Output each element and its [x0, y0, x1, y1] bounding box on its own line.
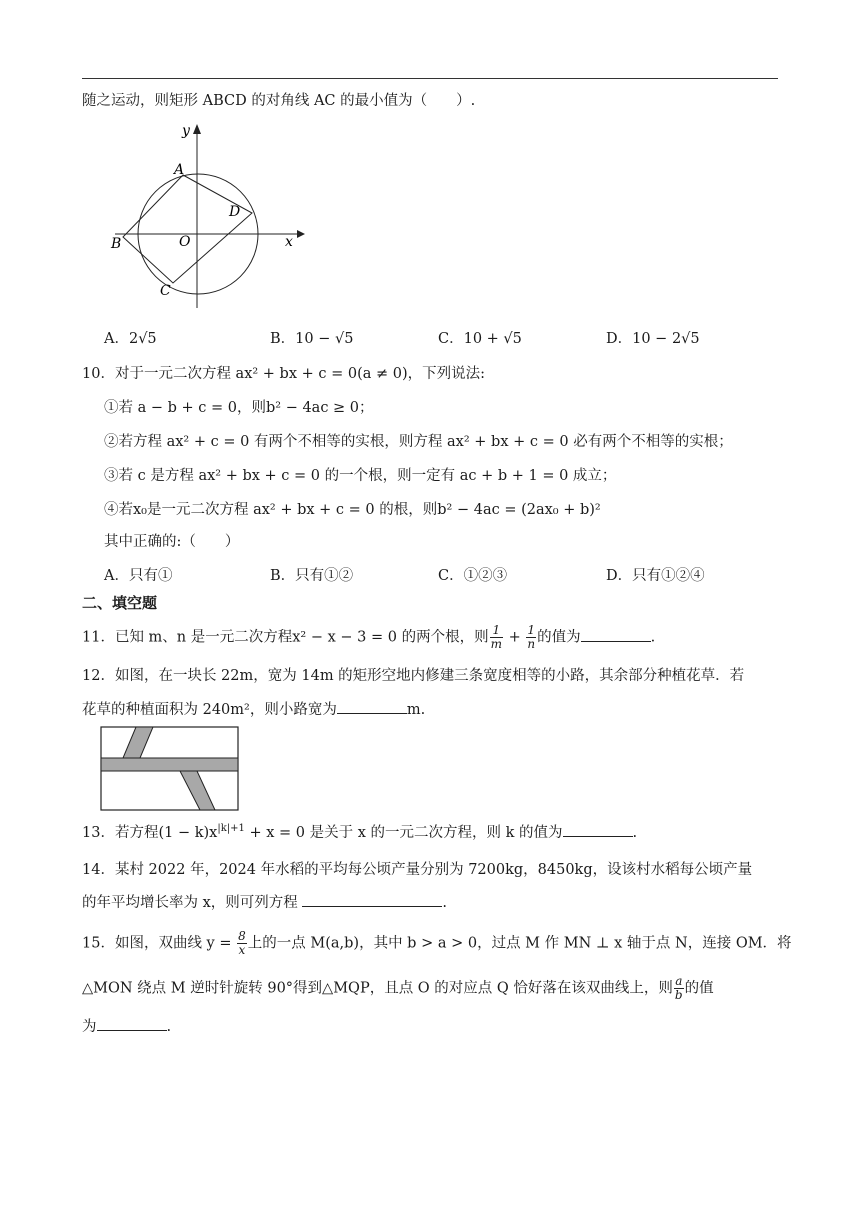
q13-pre: 13．若方程(1 − k)x: [82, 825, 218, 841]
q9-text: 随之运动，则矩形 ABCD 的对角线 AC 的最小值为（ ）.: [82, 93, 476, 109]
q11-end: .: [650, 629, 656, 646]
q10-item-4: ④若x₀是一元二次方程 ax² + bx + c = 0 的根，则b² − 4ac = (2ax₀ + b)²: [104, 502, 601, 518]
q12-line-2-post: m.: [406, 702, 426, 718]
q15-line-2-post: 的值: [684, 980, 714, 997]
point-b-label: B: [111, 236, 122, 252]
q15-line-1-post: 上的一点 M(a,b)，其中 b > a > 0，过点 M 作 MN ⊥ x 轴于点 N，连接 OM．将: [247, 935, 792, 952]
q11-line: [82, 624, 655, 651]
q12-line-2-pre: 花草的种植面积为 240m²，则小路宽为: [82, 702, 337, 718]
q10-option-b[interactable]: B．只有①②: [270, 568, 354, 584]
q10-option-c[interactable]: C．①②③: [438, 568, 508, 584]
q15-line-2-pre: △MON 绕点 M 逆时针旋转 90°得到△MQP，且点 O 的对应点 Q 恰好落在该双曲线上，则: [82, 980, 673, 997]
q13-exponent: |k|+1: [217, 823, 245, 835]
point-c-label: C: [160, 283, 171, 299]
q9-figure: [105, 118, 305, 318]
q15-frac-2-den: b: [674, 988, 683, 1002]
q10-item-3: ③若 c 是方程 ax² + bx + c = 0 的一个根，则一定有 ac + b + 1 = 0 成立；: [104, 468, 617, 484]
q13-post: + x = 0 是关于 x 的一元二次方程，则 k 的值为: [244, 825, 563, 841]
q15-frac-1-num: 8: [238, 929, 246, 943]
q14-line-2: [82, 891, 447, 912]
q12-line-1: 12．如图，在一块长 22m，宽为 14m 的矩形空地内修建三条宽度相等的小路，其余部分种植花草．若: [82, 668, 745, 684]
header-rule: [82, 78, 778, 79]
origin-label: O: [179, 234, 191, 250]
q15-answer-blank[interactable]: [97, 1016, 167, 1031]
q15-line-1: [82, 930, 792, 957]
q9-option-c[interactable]: C．10 + √5: [438, 331, 522, 347]
q10-option-d[interactable]: D．只有①②④: [606, 568, 705, 584]
q11-frac-1: [490, 624, 503, 651]
q14-line-2-pre: 的年平均增长率为 x，则可列方程: [82, 895, 303, 911]
q11-frac-2: [526, 624, 536, 651]
q11-frac-1-num: 1: [490, 624, 503, 638]
q11-post: 的值为: [537, 629, 581, 646]
q11-frac-2-den: n: [527, 637, 536, 651]
axis-x-label: x: [285, 234, 293, 250]
q15-line-1-pre: 15．如图，双曲线 y =: [82, 935, 237, 952]
q11-frac-1-den: m: [490, 637, 502, 651]
q15-frac-2-num: a: [675, 974, 683, 988]
q9-option-a[interactable]: A．2√5: [104, 331, 157, 347]
q15-frac-1: [237, 930, 247, 957]
q11-frac-2-num: 1: [527, 623, 536, 637]
q12-line-2: [82, 698, 425, 719]
q12-figure: [100, 726, 240, 812]
axis-y-label: y: [182, 123, 190, 139]
q15-line-3-post: .: [166, 1019, 172, 1035]
q11-plus: +: [503, 629, 526, 646]
q10-option-a[interactable]: A．只有①: [104, 568, 173, 584]
q15-line-3: [82, 1015, 171, 1036]
q9-option-d[interactable]: D．10 − 2√5: [606, 331, 700, 347]
q10-question: 其中正确的:（ ）: [104, 534, 240, 550]
point-d-label: D: [229, 204, 241, 220]
q13-answer-blank[interactable]: [563, 822, 633, 837]
q10-item-1: ①若 a − b + c = 0，则b² − 4ac ≥ 0；: [104, 400, 374, 416]
q11-pre: 11．已知 m、n 是一元二次方程x² − x − 3 = 0 的两个根，则: [82, 629, 489, 646]
q9-option-b[interactable]: B．10 − √5: [270, 331, 354, 347]
q11-answer-blank[interactable]: [581, 627, 651, 642]
section-heading: 二、填空题: [82, 594, 158, 612]
q15-line-2: [82, 975, 714, 1002]
point-a-label: A: [174, 162, 185, 178]
q13-line: [82, 821, 637, 842]
q12-answer-blank[interactable]: [337, 699, 407, 714]
q14-line-1: 14．某村 2022 年，2024 年水稻的平均每公顷产量分别为 7200kg，8450kg，设该村水稻每公顷产量: [82, 862, 753, 878]
q13-end: .: [632, 825, 638, 841]
q10-item-2: ②若方程 ax² + c = 0 有两个不相等的实根，则方程 ax² + bx + c = 0 必有两个不相等的实根；: [104, 434, 733, 450]
q15-line-3-pre: 为: [82, 1019, 97, 1035]
q15-frac-2: [674, 975, 684, 1002]
q15-frac-1-den: x: [238, 943, 246, 957]
q14-answer-blank[interactable]: [302, 892, 442, 907]
q10-stem: 10．对于一元二次方程 ax² + bx + c = 0(a ≠ 0)，下列说法:: [82, 366, 486, 382]
q14-line-2-post: .: [442, 895, 448, 911]
